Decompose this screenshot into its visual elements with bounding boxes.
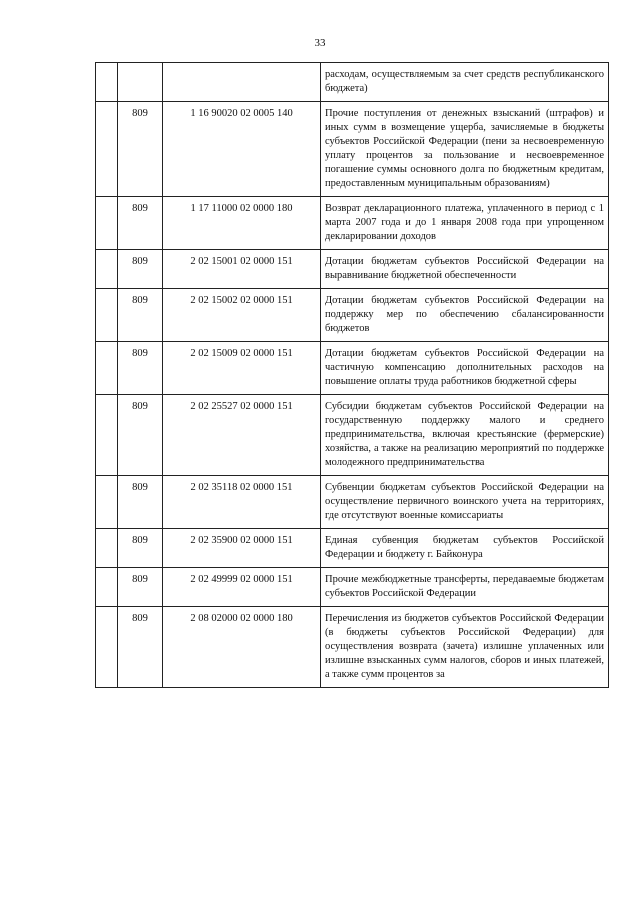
revenue-code-cell: 2 02 35118 02 0000 151 [163, 476, 321, 529]
admin-code-cell: 809 [118, 102, 163, 197]
admin-code-cell: 809 [118, 197, 163, 250]
row-empty-cell [96, 476, 118, 529]
row-empty-cell [96, 289, 118, 342]
table-row [96, 250, 609, 289]
table-row [96, 395, 609, 476]
table-row [96, 102, 609, 197]
table-row [96, 476, 609, 529]
table-row [96, 568, 609, 607]
description-cell: Возврат декларационного платежа, уплаченного в период с 1 марта 2007 года и до 1 января 2008 года при упрощенном декларировании доходов [321, 197, 609, 250]
admin-code-cell: 809 [118, 289, 163, 342]
row-empty-cell [96, 395, 118, 476]
admin-code-cell: 809 [118, 476, 163, 529]
row-empty-cell [96, 529, 118, 568]
revenue-code-cell: 2 02 15009 02 0000 151 [163, 342, 321, 395]
row-empty-cell [96, 607, 118, 688]
description-cell: Дотации бюджетам субъектов Российской Федерации на поддержку мер по обеспечению сбалансированности бюджетов [321, 289, 609, 342]
revenue-code-cell: 2 02 25527 02 0000 151 [163, 395, 321, 476]
admin-code-cell: 809 [118, 395, 163, 476]
admin-code-cell: 809 [118, 529, 163, 568]
row-empty-cell [96, 342, 118, 395]
revenue-code-cell: 2 08 02000 02 0000 180 [163, 607, 321, 688]
row-empty-cell [96, 197, 118, 250]
description-cell: Дотации бюджетам субъектов Российской Федерации на частичную компенсацию дополнительных расходов на повышение оплаты труда работников бюджетной сферы [321, 342, 609, 395]
table-row [96, 529, 609, 568]
revenue-code-cell: 2 02 15002 02 0000 151 [163, 289, 321, 342]
row-empty-cell [96, 568, 118, 607]
description-cell: Перечисления из бюджетов субъектов Российской Федерации (в бюджеты субъектов Российской Федерации) для осуществления возврата (зачета) излишне уплаченных или излишне взысканных сумм налогов, сборов и иных платежей, а также сумм процентов за [321, 607, 609, 688]
revenue-code-cell: 2 02 49999 02 0000 151 [163, 568, 321, 607]
page-number: 33 [314, 37, 326, 49]
description-cell: Прочие поступления от денежных взысканий (штрафов) и иных сумм в возмещение ущерба, зачисляемые в бюджеты субъектов Российской Федерации (пени за несвоевременную уплату процентов за пользование и несвоевременное погашение суммы основного долга по бюджетным кредитам, предоставленным муниципальным образованиям) [321, 102, 609, 197]
revenue-code-cell: 2 02 15001 02 0000 151 [163, 250, 321, 289]
row-empty-cell [96, 102, 118, 197]
admin-code-cell: 809 [118, 607, 163, 688]
admin-code-cell [118, 63, 163, 102]
description-cell: Субсидии бюджетам субъектов Российской Федерации на государственную поддержку малого и среднего предпринимательства, включая крестьянские (фермерские) хозяйства, а также на реализацию мероприятий по поддержке молодежного предпринимательства [321, 395, 609, 476]
description-cell: Прочие межбюджетные трансферты, передаваемые бюджетам субъектов Российской Федерации [321, 568, 609, 607]
row-empty-cell [96, 250, 118, 289]
revenue-code-cell: 1 17 11000 02 0000 180 [163, 197, 321, 250]
table-row [96, 197, 609, 250]
budget-revenue-table [95, 62, 609, 688]
revenue-code-cell: 2 02 35900 02 0000 151 [163, 529, 321, 568]
row-empty-cell [96, 63, 118, 102]
description-cell: Дотации бюджетам субъектов Российской Федерации на выравнивание бюджетной обеспеченности [321, 250, 609, 289]
revenue-code-cell [163, 63, 321, 102]
table-row [96, 63, 609, 102]
revenue-code-cell: 1 16 90020 02 0005 140 [163, 102, 321, 197]
description-cell: расходам, осуществляемым за счет средств республиканского бюджета) [321, 63, 609, 102]
admin-code-cell: 809 [118, 250, 163, 289]
table-body [96, 63, 609, 688]
table-row [96, 289, 609, 342]
description-cell: Единая субвенция бюджетам субъектов Российской Федерации и бюджету г. Байконура [321, 529, 609, 568]
table-row [96, 607, 609, 688]
description-cell: Субвенции бюджетам субъектов Российской Федерации на осуществление первичного воинского учета на территориях, где отсутствуют военные комиссариаты [321, 476, 609, 529]
table-row [96, 342, 609, 395]
admin-code-cell: 809 [118, 568, 163, 607]
admin-code-cell: 809 [118, 342, 163, 395]
